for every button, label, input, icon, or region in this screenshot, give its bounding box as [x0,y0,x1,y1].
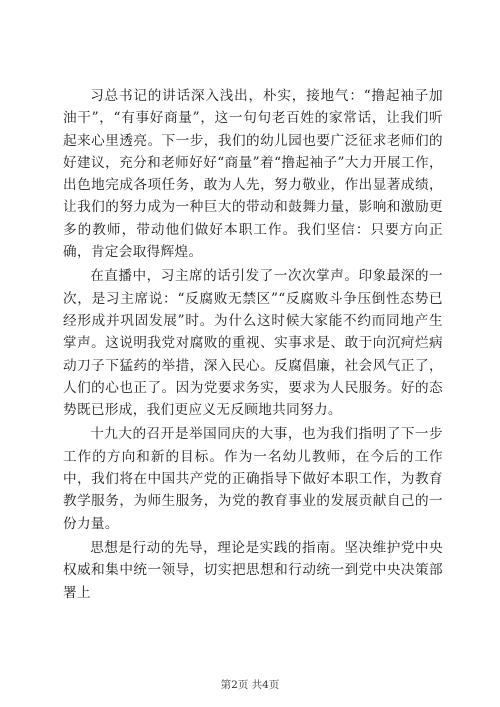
document-body [63,85,443,604]
paragraph: 在直播中，习主席的话引发了一次次掌声。印象最深的一次，是习主席说：“反腐败无禁区”“反腐败斗争压倒性态势已经形成并巩固发展”时。为什么这时候大家能不约而同地产生掌声。这说明我党对腐败的重视、实事求是、敢于向沉疴烂病动刀子下猛药的举措，深入民心。反腐倡廉，社会风气正了，人们的心也正了。因为党要求务实，要求为人民服务。好的态势既已形成，我们更应义无反顾地共同努力。 [63,268,443,419]
page-number-footer: 第2页 共4页 [220,679,280,691]
paragraph: 习总书记的讲话深入浅出，朴实，接地气：“撸起袖子加油干”，“有事好商量”，这一句句老百姓的家常话，让我们听起来心里透亮。下一步，我们的幼儿园也要广泛征求老师们的好建议，充分和老师好好“商量”着“撸起袖子”大力开展工作，出色地完成各项任务，敢为人先，努力敬业，作出显著成绩，让我们的努力成为一种巨大的带动和鼓舞力量，影响和激励更多的教师，带动他们做好本职工作。我们坚信：只要方向正确，肯定会取得辉煌。 [63,88,443,261]
paragraph: 十九大的召开是举国同庆的大事，也为我们指明了下一步工作的方向和新的目标。作为一名幼儿教师，在今后的工作中，我们将在中国共产党的正确指导下做好本职工作，为教育教学服务，为师生服务，为党的教育事业的发展贡献自己的一份力量。 [63,426,443,532]
paragraph: 思想是行动的先导，理论是实践的指南。坚决维护党中央权威和集中统一领导，切实把思想和行动统一到党中央决策部署上 [63,539,443,601]
